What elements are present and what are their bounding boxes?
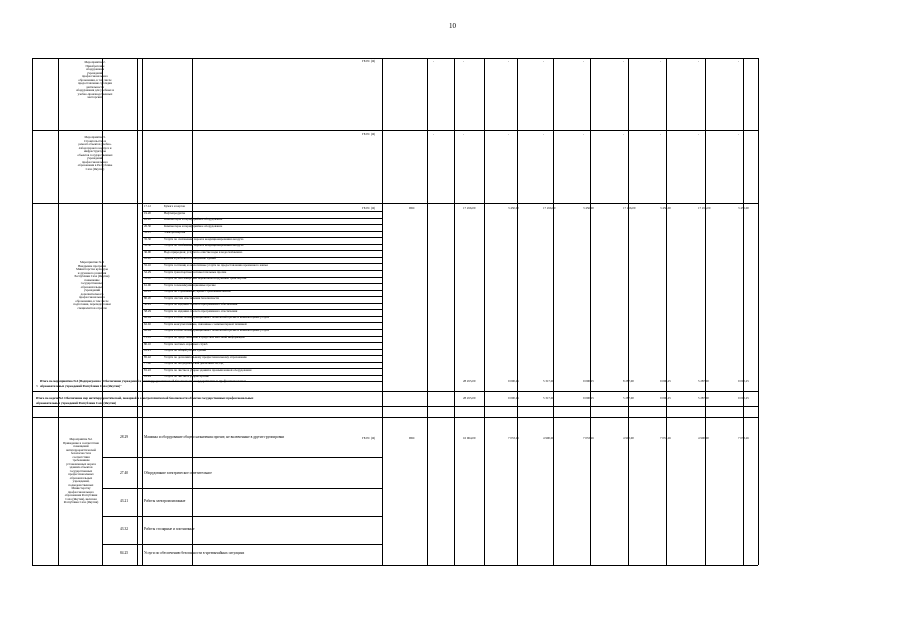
event-4-label (52, 261, 132, 310)
row-separator (32, 203, 758, 204)
budget-table (32, 58, 758, 565)
okpd-name: Услуги консультативные, связанные с компьютерной техникой (164, 321, 247, 326)
okpd-code: 55.10 (144, 262, 151, 267)
event-label-line: деятельности (86, 84, 104, 89)
value-cell: 9 000,25 (508, 379, 519, 383)
value-cell: 17 456,00 (463, 206, 476, 210)
event-label-line: Министерства культуры (76, 267, 108, 271)
event-label-line: мастерских (87, 95, 103, 99)
okpd-code: 35.30 (144, 243, 151, 248)
okpd-name: Услуги систем обеспечения безопасности (164, 295, 219, 300)
okpd-code: 26.20 (144, 217, 151, 222)
event-label-line: образовательных (80, 284, 104, 289)
okpd-row-line (102, 457, 382, 458)
value-cell: 5 287,00 (623, 396, 634, 400)
okpd-name: Услуги частных охранных служб (164, 341, 208, 346)
value-cell: - (463, 132, 465, 136)
event-label-line: Приобретение (85, 63, 105, 68)
row-separator (32, 417, 758, 418)
okpd-code: 62.09 (144, 315, 151, 320)
event-label-line: учреждений (86, 70, 104, 75)
value-cell: - (508, 59, 510, 63)
event-label-line: образования в Республике (77, 163, 113, 167)
value-cell: 3 456,00 (738, 206, 749, 210)
event-label-line: помещений (73, 444, 89, 448)
okpd-name: Услуги по обеспечению безопасности в чрезвычайных ситуациях (144, 551, 245, 555)
value-cell: 17 456,00 (698, 206, 711, 210)
okpd-name: Услуги по снабжению паром и кондиционированию воздуха (164, 236, 244, 241)
okpd-code: 52.29 (144, 269, 151, 274)
row-separator (32, 391, 758, 392)
okpd-code: 43.32 (120, 527, 129, 531)
event-label-line: соответствия (72, 454, 90, 459)
value-cell: 3 456,00 (660, 206, 671, 210)
value-cell: 7 033,26 (508, 436, 519, 440)
event-label-line: Мероприятие 2. (84, 60, 106, 64)
okpd-name: Вода природная; услуги по очистке воды и водоснабжению (164, 249, 243, 254)
event-label-line: профессионального (81, 74, 109, 78)
event-label-line: профессионального (67, 489, 95, 494)
value-cell: 17 456,00 (543, 206, 556, 210)
event-label-line: безопасности и (70, 451, 92, 455)
event-2-label (60, 61, 130, 100)
value-cell: 17 456,00 (623, 206, 636, 210)
event-label-line: подготовки, переподготовки (73, 302, 111, 306)
event-label-line: государственных (80, 281, 104, 285)
value-cell: 7 033,26 (738, 436, 749, 440)
event-label-line: специалистов отрасли (77, 305, 107, 310)
okpd-code: 17.12 (144, 204, 151, 208)
okpd-name: Электроэнергия (164, 230, 186, 235)
column-line (137, 58, 138, 565)
value-cell: - (738, 59, 740, 63)
page-number: 10 (449, 22, 456, 30)
okpd-code: 51.10 (144, 276, 151, 281)
okpd-code: 27.40 (120, 471, 129, 475)
event-3-label (60, 136, 130, 171)
okpd-name: Услуги по посреднической деятельности, ВД (164, 361, 224, 366)
total-task-line-2: образовательных учреждений Республики Саха (Якутия)" (40, 384, 122, 388)
event-label-line: дополнительного (80, 291, 104, 296)
event-label-line: лабораторного корпуса и (78, 145, 112, 150)
value-cell: 9 000,25 (738, 396, 749, 400)
value-cell: - (660, 59, 662, 63)
value-cell: 28 455,00 (463, 396, 476, 400)
total-sub-line-1: Итого по задаче №1 Обеспечение мер антитеррористической, пожарной и электротехнической безопасности объектов государственных профессиональных (36, 396, 254, 400)
okpd-name: Машины и оборудование общего назначения прочие, не включенные в другие группировки (144, 435, 285, 439)
event-label-line: требованиям (72, 458, 90, 462)
value-cell: - (623, 59, 625, 63)
okpd-code: 81.29 (144, 374, 151, 379)
event-2-source: ГБ РС (Я) (362, 59, 376, 63)
row-separator (32, 130, 758, 131)
okpd-row-line (102, 516, 382, 517)
event-label-line: Министерству (71, 486, 91, 490)
event-label-line: Внедрение программ (78, 263, 106, 268)
value-cell: - (738, 132, 740, 136)
value-cell: - (543, 59, 545, 63)
okpd-name: Бумага и картон (164, 204, 186, 208)
value-cell: - (463, 59, 465, 63)
total-sub-line-2: образовательных учреждений Республики Саха (Якутия) (36, 401, 117, 405)
okpd-name: Услуги телекоммуникационные прочие (164, 282, 216, 287)
okpd-code: 43.21 (120, 499, 129, 503)
event-5-label (46, 438, 116, 505)
event-label-line: Строительство и (84, 138, 106, 143)
okpd-name: Услуги по изданию прочего программного обеспечения (164, 302, 238, 307)
value-cell: - (508, 132, 510, 136)
okpd-code: 28.29 (120, 435, 129, 439)
event-label-line: повышение (84, 277, 100, 282)
okpd-name: Услуги по общей уборке зданий (164, 348, 207, 353)
okpd-code: 77.00 (144, 361, 151, 366)
okpd-name: Услуги по страхованию, кроме страхования жизни (164, 289, 231, 294)
value-cell: 5 317,00 (543, 396, 554, 400)
value-cell: - (583, 59, 585, 63)
value-cell: - (433, 59, 435, 63)
value-cell: 4 900,00 (543, 436, 554, 440)
value-cell: - (543, 132, 545, 136)
event-label-line: инфраструктуры (84, 149, 106, 153)
column-line (590, 58, 591, 565)
event-5-kind: ПБС (409, 436, 416, 440)
value-cell: - (698, 59, 700, 63)
total-task-num: 3 (36, 384, 38, 388)
okpd-code-column-line (142, 417, 143, 565)
event-label-line: установленных норм в (66, 461, 96, 466)
value-cell: 16 964,00 (463, 436, 476, 440)
value-cell: 7 033,26 (660, 436, 671, 440)
okpd-code: 73.12 (144, 335, 151, 339)
okpd-name: Услуги по чистке и уборке зданий и промышленной оборудования (164, 367, 252, 372)
okpd-name: Услуги транспортных вспомогательные прочие (164, 269, 227, 274)
value-cell: 9 000,25 (660, 379, 671, 383)
event-5-source: ГБ РС (Я) (362, 436, 376, 440)
event-label-line: Республика Саха (Якутия) (63, 500, 99, 504)
okpd-code: 61.90 (144, 282, 151, 287)
value-cell: - (698, 132, 700, 136)
okpd-name: Услуги по дополнительному профессиональному образованию (164, 354, 247, 359)
value-cell: - (623, 132, 625, 136)
event-label-line: учебно-производственных (77, 91, 113, 96)
event-label-line: Приведение в соответствие (62, 440, 100, 445)
okpd-row-line (102, 488, 382, 489)
value-cell: 4 900,00 (698, 436, 709, 440)
okpd-code: 62.09 (144, 328, 151, 333)
okpd-name: Услуги гостиниц и аналогичные услуги по предоставлению временного жилья (164, 262, 268, 267)
row-separator (32, 406, 758, 407)
event-label-line: оборудования для учебных и (75, 88, 115, 92)
value-cell: - (660, 132, 662, 136)
okpd-name: Услуги по снабжению паром и кондиционированию воздуха (164, 243, 244, 248)
value-cell: - (583, 132, 585, 136)
column-line (553, 58, 554, 565)
event-label-line: Мероприятие № 4 (80, 260, 104, 264)
column-line (427, 58, 428, 565)
event-label-line: учреждений (86, 156, 104, 160)
value-cell: 5 317,00 (543, 379, 554, 383)
column-line (454, 58, 455, 565)
okpd-name: Услуги по пассажирским перевозкам воздушным транспортом (164, 276, 247, 281)
table-border-bottom (32, 565, 758, 566)
column-line (382, 58, 383, 565)
value-cell: 9 000,25 (508, 396, 519, 400)
event-3-source: ГБ РС (Я) (362, 132, 376, 136)
okpd-name: Услуги по чистке и уборке прочие (164, 374, 209, 379)
event-label-line: Саха (Якутия), включая (65, 496, 97, 501)
okpd-name: Работы электромонтажные (144, 499, 186, 503)
event-label-line: профессиональных (68, 472, 94, 476)
column-line (666, 58, 667, 565)
table-border-left (32, 58, 33, 565)
table-border-top (32, 58, 758, 59)
column-line (743, 58, 744, 565)
okpd-name: Здания и работы по возведению зданий (164, 256, 216, 261)
okpd-name: Услуги в области информационных технологий прочие и компьютерные услуги (164, 328, 270, 333)
value-cell: 5 287,00 (698, 396, 709, 400)
value-cell: 3 450,00 (508, 206, 519, 210)
event-label-line: профессионального (78, 295, 106, 299)
okpd-code: 85.42 (144, 354, 151, 359)
value-cell: 9 000,25 (738, 379, 749, 383)
okpd-name: Услуги по представлению в средствах массовой информации (164, 335, 245, 339)
okpd-name: Работы столярные и плотничные (144, 527, 195, 531)
okpd-code: 81.22 (144, 367, 151, 372)
event-label-line: зданиях объектов (69, 465, 93, 469)
event-label-line: образования Республики (64, 493, 98, 497)
value-cell: 4 900,00 (623, 436, 634, 440)
okpd-code: 81.21 (144, 348, 151, 353)
event-label-line: образовательных (69, 475, 93, 480)
column-line (484, 58, 485, 565)
event-label-line: учреждений (83, 288, 101, 292)
event-label-line: ремонт объектов учебно- (78, 142, 112, 146)
okpd-code: 41.20 (144, 256, 151, 261)
event-label-line: Мероприятие №1 (69, 437, 93, 441)
table-border-right (758, 58, 759, 565)
event-label-line: подведомственных (68, 482, 94, 487)
value-cell: - (433, 132, 435, 136)
value-cell: 9 000,25 (583, 396, 594, 400)
column-line (705, 58, 706, 565)
okpd-code: 58.29 (144, 308, 151, 313)
event-4-kind: ПБС (409, 206, 416, 210)
event-label-line: государственных (69, 468, 93, 473)
event-label-line: Саха (Якутия) (85, 166, 105, 171)
okpd-name: Нефтепродукты (164, 210, 186, 215)
okpd-code: 58.29 (144, 302, 151, 307)
event-label-line: образования, в том числе (78, 77, 112, 82)
event-label-line: профессионального (81, 159, 109, 164)
event-label-line: антитеррористической (66, 447, 96, 452)
okpd-name: Компьютеры и периферийное оборудование (164, 223, 223, 228)
event-label-line: учреждений, (72, 479, 90, 483)
okpd-name: Услуги в области информационных технологий прочие и компьютерные услуги (164, 315, 270, 320)
column-line (628, 58, 629, 565)
value-cell: 9 000,25 (583, 379, 594, 383)
event-label-line: и духовного развития (77, 270, 107, 275)
okpd-code: 36.00 (144, 249, 151, 254)
event-label-line: Республики Саха (Якутия) (74, 274, 110, 278)
event-label-line: объектов государственных (77, 152, 113, 157)
value-cell: 28 455,00 (463, 379, 476, 383)
okpd-row-line (102, 544, 382, 545)
okpd-code: 80.10 (144, 341, 151, 346)
okpd-code: 35.30 (144, 236, 151, 241)
okpd-code: 84.25 (120, 551, 129, 555)
event-4-source: ГБ РС (Я) (362, 206, 376, 210)
okpd-name: Компьютеры и периферийное оборудование (164, 217, 223, 222)
okpd-code: 80.20 (144, 295, 151, 300)
okpd-code: 65.12 (144, 289, 151, 294)
event-label-line: образования, в том числе (75, 298, 109, 303)
value-cell: 7 033,26 (583, 436, 594, 440)
value-cell: 5 287,00 (698, 379, 709, 383)
okpd-code: 26.30 (144, 223, 151, 228)
okpd-code: 35.11 (144, 230, 151, 235)
total-task-line-1: Итого по мероприятию №4 (Подпрограмма "Обеспечение учреждений и антитеррористической безопасности государственных профессиональных (40, 379, 246, 383)
okpd-code: 19.20 (144, 210, 151, 215)
event-label-line: предоставление субсидии (78, 81, 112, 85)
okpd-name: Оборудование электрическое осветительное (144, 471, 212, 475)
okpd-code: 62.02 (144, 321, 151, 326)
event-label-line: оборудования (85, 67, 105, 71)
value-cell: 3 456,00 (583, 206, 594, 210)
event-label-line: Мероприятие 3. (84, 135, 106, 139)
okpd-name: Услуги по изданию прочего программного обеспечения (164, 308, 238, 313)
column-line (517, 58, 518, 565)
value-cell: 9 000,25 (660, 396, 671, 400)
value-cell: 8 287,00 (623, 379, 634, 383)
